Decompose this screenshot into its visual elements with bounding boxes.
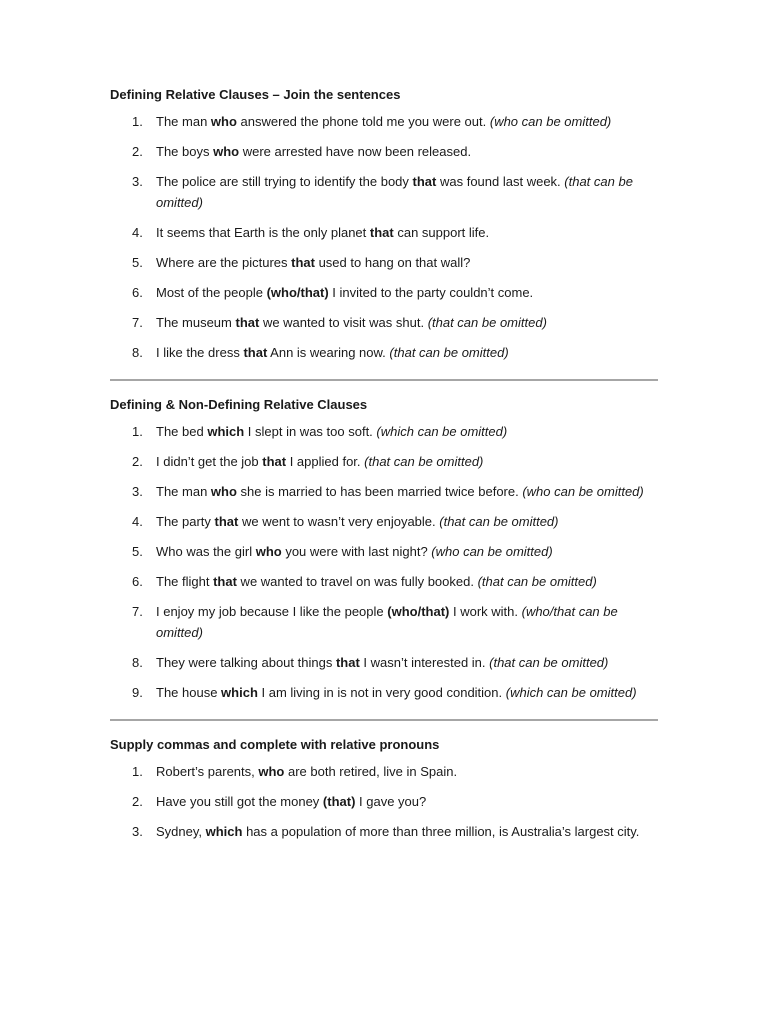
section-defining bbox=[110, 86, 658, 363]
list-item: 4. It seems that Earth is the only planet that can support life. bbox=[132, 225, 490, 240]
list-item: 2. Have you still got the money (that) I gave you? bbox=[132, 794, 427, 809]
section-title: Defining Relative Clauses – Join the sentences bbox=[110, 87, 401, 102]
exercise-list bbox=[110, 761, 658, 842]
list-item: 8. They were talking about things that I wasn’t interested in. (that can be omitted) bbox=[132, 655, 609, 670]
section-title: Supply commas and complete with relative pronouns bbox=[110, 737, 440, 752]
list-item: 7. I enjoy my job because I like the people (who/that) I work with. (who/that can be omitted) bbox=[132, 604, 618, 640]
list-item: 3. Sydney, which has a population of more than three million, is Australia’s largest city. bbox=[132, 824, 640, 839]
list-item: 6. The flight that we wanted to travel on was fully booked. (that can be omitted) bbox=[132, 574, 597, 589]
worksheet bbox=[110, 86, 658, 851]
list-item: 6. Most of the people (who/that) I invited to the party couldn’t come. bbox=[132, 285, 534, 300]
list-item: 3. The man who she is married to has been married twice before. (who can be omitted) bbox=[132, 484, 644, 499]
section-divider bbox=[110, 719, 658, 721]
list-item: 8. I like the dress that Ann is wearing now. (that can be omitted) bbox=[132, 345, 509, 360]
list-item: 7. The museum that we wanted to visit was shut. (that can be omitted) bbox=[132, 315, 547, 330]
list-item: 1. The man who answered the phone told me you were out. (who can be omitted) bbox=[132, 114, 612, 129]
list-item: 5. Who was the girl who you were with last night? (who can be omitted) bbox=[132, 544, 553, 559]
section-title: Defining & Non-Defining Relative Clauses bbox=[110, 397, 368, 412]
list-item: 5. Where are the pictures that used to hang on that wall? bbox=[132, 255, 471, 270]
list-item: 9. The house which I am living in is not in very good condition. (which can be omitted) bbox=[132, 685, 637, 700]
section-divider bbox=[110, 379, 658, 381]
list-item: 1. The bed which I slept in was too soft. (which can be omitted) bbox=[132, 424, 508, 439]
exercise-list bbox=[110, 111, 658, 363]
section-commas bbox=[110, 736, 658, 842]
exercise-list bbox=[110, 421, 658, 703]
list-item: 2. The boys who were arrested have now been released. bbox=[132, 144, 472, 159]
list-item: 4. The party that we went to wasn’t very enjoyable. (that can be omitted) bbox=[132, 514, 559, 529]
list-item: 3. The police are still trying to identify the body that was found last week. (that can be omitted) bbox=[132, 174, 633, 210]
list-item: 2. I didn’t get the job that I applied for. (that can be omitted) bbox=[132, 454, 484, 469]
list-item: 1. Robert’s parents, who are both retired, live in Spain. bbox=[132, 764, 458, 779]
section-defining-non-defining bbox=[110, 396, 658, 703]
